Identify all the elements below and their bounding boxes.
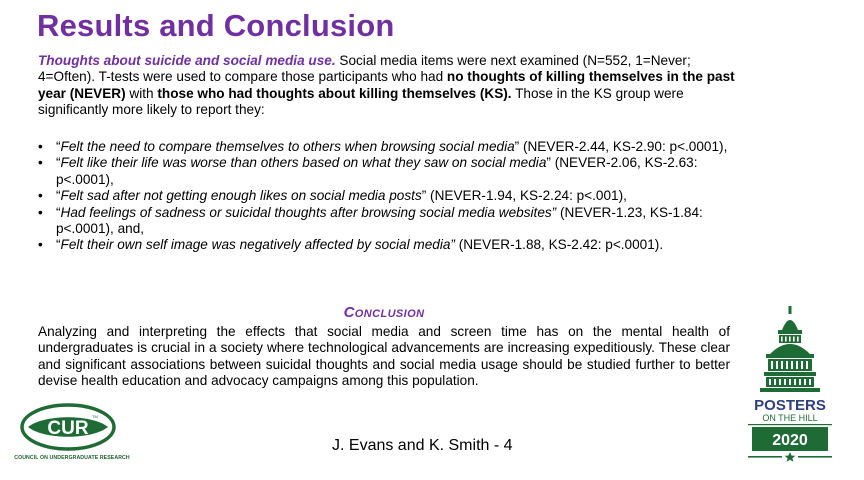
poh-on-the-hill-text: ON THE HILL <box>762 413 818 423</box>
posters-on-the-hill-logo <box>744 306 836 466</box>
author-credit: J. Evans and K. Smith - 4 <box>332 437 513 454</box>
finding-stats: ” (NEVER-2.44, KS-2.90: p<.0001), <box>514 139 728 154</box>
poh-divider <box>748 424 832 425</box>
intro-text-3: Those in the KS group were significantly more likely to report they: <box>38 85 684 118</box>
finding-quote: Felt the need to compare themselves to others when browsing social media <box>60 139 515 154</box>
open-quote: “ <box>56 188 61 204</box>
poh-year-text: 2020 <box>772 432 808 449</box>
list-item <box>38 237 738 253</box>
open-quote: “ <box>56 204 61 220</box>
cur-wordmark: CUR <box>47 418 89 439</box>
list-item <box>38 205 738 238</box>
poh-posters-text: POSTERS <box>754 397 826 414</box>
finding-quote: Had feelings of sadness or suicidal thoughts after browsing social media websites” <box>60 204 557 220</box>
findings-list <box>38 139 738 254</box>
bullet-icon: • <box>38 139 43 154</box>
intro-paragraph <box>38 53 738 119</box>
slide-title: Results and Conclusion <box>37 8 395 43</box>
cur-tm: TM <box>92 414 98 419</box>
finding-stats: (NEVER-1.23, KS-1.84: p<.0001), and, <box>56 204 703 237</box>
list-item <box>38 188 738 204</box>
finding-stats: ” (NEVER-1.94, KS-2.24: p<.001), <box>421 188 627 204</box>
finding-quote: Felt their own self image was negatively affected by social media” <box>60 237 455 253</box>
intro-text-1: Social media items were next examined (N=552, 1=Never; 4=Often). T-tests were used to compare those participants who had <box>38 53 691 85</box>
intro-bold-never: no thoughts of killing themselves in the past year (NEVER) <box>38 69 735 101</box>
bullet-icon: • <box>38 204 43 220</box>
finding-stats: ” (NEVER-2.06, KS-2.63: p<.0001), <box>56 155 698 187</box>
finding-quote: Felt like their life was worse than others based on what they saw on social media <box>60 155 547 171</box>
finding-quote: Felt sad after not getting enough likes on social media posts <box>60 188 422 204</box>
bullet-icon: • <box>38 155 43 171</box>
intro-text-2: with <box>125 85 158 101</box>
finding-stats: (NEVER-1.88, KS-2.42: p<.0001). <box>454 237 664 253</box>
conclusion-body: Analyzing and interpreting the effects that social media and screen time has on the mental health of undergraduates is crucial in a society where technological advancements are increasing expeditiously. These clear and significant associations between suicidal thoughts and social media usage should be studied further to better devise health education and advocacy campaigns among this population. <box>38 324 730 389</box>
bullet-icon: • <box>38 188 43 204</box>
cur-caption: COUNCIL ON UNDERGRADUATE RESEARCH <box>14 455 130 461</box>
conclusion-heading: Conclusion <box>343 304 425 321</box>
open-quote: “ <box>56 155 61 171</box>
bullet-icon: • <box>38 237 43 253</box>
open-quote: “ <box>56 139 61 154</box>
list-item <box>38 139 738 155</box>
intro-lead: Thoughts about suicide and social media use. <box>38 53 336 68</box>
star-icon <box>785 452 796 462</box>
intro-bold-ks: those who had thoughts about killing themselves (KS). <box>157 85 512 101</box>
open-quote: “ <box>56 237 61 253</box>
list-item <box>38 155 738 188</box>
